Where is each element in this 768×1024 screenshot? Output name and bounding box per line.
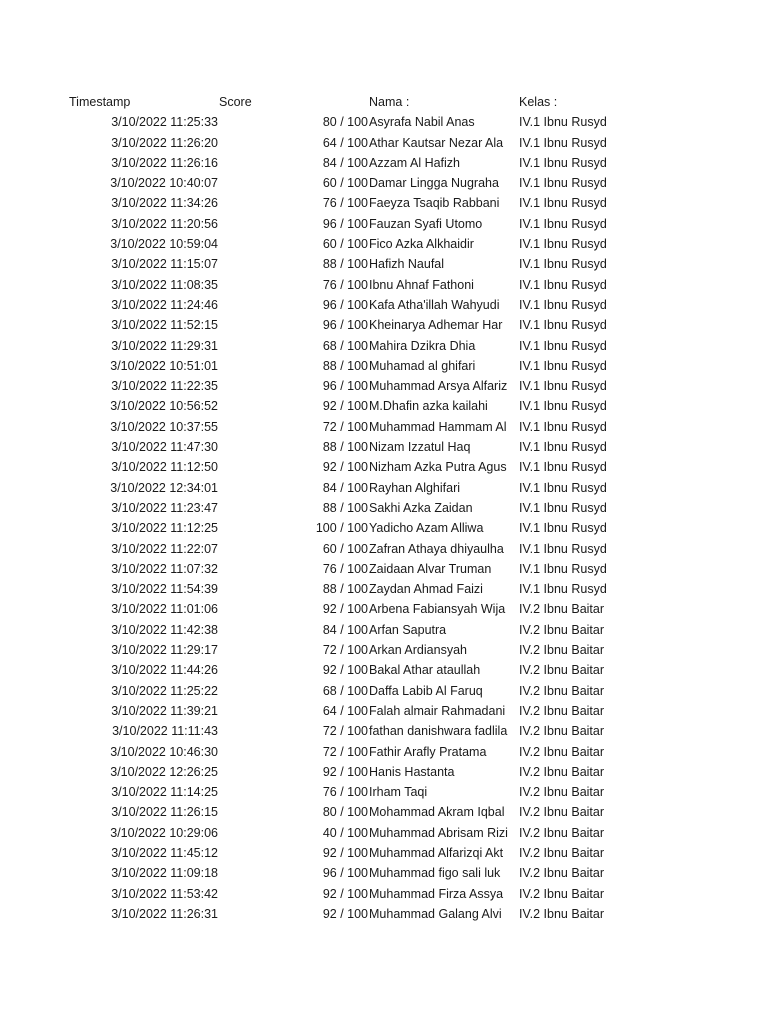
cell-kelas: IV.2 Ibnu Baitar	[519, 622, 605, 637]
cell-nama: Muhammad Abrisam Rizi	[369, 825, 508, 840]
table-row	[0, 396, 768, 416]
cell-kelas: IV.2 Ibnu Baitar	[519, 744, 605, 759]
cell-nama: Bakal Athar ataullah	[369, 663, 481, 678]
table-row	[0, 295, 768, 315]
cell-timestamp: 3/10/2022 12:34:01	[110, 480, 218, 495]
table-row	[0, 640, 768, 660]
cell-timestamp: 3/10/2022 11:09:18	[111, 866, 218, 881]
cell-kelas: IV.2 Ibnu Baitar	[519, 886, 605, 901]
cell-kelas: IV.2 Ibnu Baitar	[519, 866, 605, 881]
table-row	[0, 843, 768, 863]
cell-score: 72 / 100	[322, 724, 368, 739]
table-row	[0, 660, 768, 680]
cell-nama: Zaidaan Alvar Truman	[369, 561, 492, 576]
table-row	[0, 275, 768, 295]
cell-kelas: IV.1 Ibnu Rusyd	[519, 358, 607, 373]
cell-score: 100 / 100	[315, 521, 368, 536]
cell-score: 96 / 100	[322, 297, 368, 312]
cell-kelas: IV.1 Ibnu Rusyd	[519, 399, 607, 414]
cell-timestamp: 3/10/2022 11:07:32	[111, 561, 218, 576]
table-row	[0, 539, 768, 559]
cell-kelas: IV.1 Ibnu Rusyd	[519, 440, 607, 455]
cell-score: 60 / 100	[322, 541, 368, 556]
cell-score: 92 / 100	[322, 460, 368, 475]
cell-kelas: IV.1 Ibnu Rusyd	[519, 460, 607, 475]
cell-nama: Hafizh Naufal	[369, 257, 445, 272]
header-kelas: Kelas :	[519, 95, 558, 109]
cell-nama: M.Dhafin azka kailahi	[369, 399, 488, 414]
cell-nama: Daffa Labib Al Faruq	[369, 683, 483, 698]
cell-kelas: IV.1 Ibnu Rusyd	[519, 318, 607, 333]
cell-timestamp: 3/10/2022 11:12:25	[111, 521, 218, 536]
cell-timestamp: 3/10/2022 11:11:43	[112, 724, 218, 739]
cell-nama: Fico Azka Alkhaidir	[369, 237, 474, 252]
cell-nama: Muhammad figo sali luk	[369, 866, 501, 881]
cell-score: 72 / 100	[322, 419, 368, 434]
cell-kelas: IV.2 Ibnu Baitar	[519, 643, 605, 658]
cell-score: 68 / 100	[322, 683, 368, 698]
cell-kelas: IV.1 Ibnu Rusyd	[519, 115, 607, 130]
cell-kelas: IV.1 Ibnu Rusyd	[519, 196, 607, 211]
cell-score: 64 / 100	[322, 135, 368, 150]
cell-kelas: IV.2 Ibnu Baitar	[519, 602, 605, 617]
cell-score: 40 / 100	[322, 825, 368, 840]
cell-kelas: IV.2 Ibnu Baitar	[519, 724, 605, 739]
cell-timestamp: 3/10/2022 11:53:42	[111, 886, 218, 901]
cell-nama: Azzam Al Hafizh	[369, 155, 461, 170]
cell-nama: Zafran Athaya dhiyaulha	[369, 541, 504, 556]
table-row	[0, 417, 768, 437]
cell-score: 88 / 100	[322, 358, 368, 373]
cell-timestamp: 3/10/2022 12:26:25	[110, 764, 218, 779]
cell-timestamp: 3/10/2022 11:29:31	[111, 338, 218, 353]
cell-nama: Damar Lingga Nugraha	[369, 176, 499, 191]
cell-timestamp: 3/10/2022 11:14:25	[111, 785, 218, 800]
table-row	[0, 193, 768, 213]
cell-timestamp: 3/10/2022 10:29:06	[110, 825, 218, 840]
cell-kelas: IV.2 Ibnu Baitar	[519, 845, 605, 860]
table-row	[0, 214, 768, 234]
cell-timestamp: 3/10/2022 11:39:21	[111, 703, 218, 718]
cell-timestamp: 3/10/2022 10:46:30	[110, 744, 218, 759]
cell-kelas: IV.2 Ibnu Baitar	[519, 906, 605, 921]
spreadsheet	[0, 92, 768, 924]
table-row	[0, 376, 768, 396]
cell-nama: Fauzan Syafi Utomo	[369, 216, 483, 231]
header-row	[0, 92, 768, 112]
cell-timestamp: 3/10/2022 11:26:16	[111, 155, 218, 170]
table-row	[0, 356, 768, 376]
cell-nama: Irham Taqi	[369, 785, 428, 800]
table-row	[0, 681, 768, 701]
cell-nama: Rayhan Alghifari	[369, 480, 461, 495]
cell-nama: Muhammad Hammam Al	[369, 419, 507, 434]
cell-score: 68 / 100	[322, 338, 368, 353]
cell-timestamp: 3/10/2022 11:25:22	[111, 683, 218, 698]
cell-score: 88 / 100	[322, 440, 368, 455]
cell-timestamp: 3/10/2022 11:45:12	[111, 845, 218, 860]
cell-nama: Falah almair Rahmadani	[369, 703, 506, 718]
cell-nama: Nizham Azka Putra Agus	[369, 460, 507, 475]
cell-score: 92 / 100	[322, 764, 368, 779]
cell-kelas: IV.1 Ibnu Rusyd	[519, 379, 607, 394]
cell-nama: Yadicho Azam Alliwa	[369, 521, 484, 536]
cell-timestamp: 3/10/2022 11:44:26	[111, 663, 218, 678]
cell-nama: fathan danishwara fadlila	[369, 724, 508, 739]
header-nama: Nama :	[369, 95, 410, 109]
cell-score: 92 / 100	[322, 602, 368, 617]
cell-nama: Arbena Fabiansyah Wija	[369, 602, 506, 617]
cell-kelas: IV.1 Ibnu Rusyd	[519, 237, 607, 252]
cell-nama: Athar Kautsar Nezar Ala	[369, 135, 504, 150]
cell-nama: Arfan Saputra	[369, 622, 447, 637]
cell-kelas: IV.1 Ibnu Rusyd	[519, 257, 607, 272]
cell-score: 84 / 100	[322, 155, 368, 170]
cell-timestamp: 3/10/2022 11:23:47	[111, 500, 218, 515]
table-row	[0, 518, 768, 538]
cell-kelas: IV.2 Ibnu Baitar	[519, 825, 605, 840]
cell-kelas: IV.1 Ibnu Rusyd	[519, 135, 607, 150]
cell-kelas: IV.2 Ibnu Baitar	[519, 785, 605, 800]
cell-timestamp: 3/10/2022 10:51:01	[110, 358, 218, 373]
cell-score: 88 / 100	[322, 257, 368, 272]
cell-score: 96 / 100	[322, 216, 368, 231]
cell-timestamp: 3/10/2022 11:01:06	[111, 602, 218, 617]
table-row	[0, 599, 768, 619]
cell-kelas: IV.2 Ibnu Baitar	[519, 764, 605, 779]
cell-kelas: IV.1 Ibnu Rusyd	[519, 338, 607, 353]
cell-timestamp: 3/10/2022 11:12:50	[111, 460, 218, 475]
table-row	[0, 701, 768, 721]
cell-score: 92 / 100	[322, 886, 368, 901]
table-body	[0, 112, 768, 924]
cell-timestamp: 3/10/2022 10:40:07	[110, 176, 218, 191]
cell-kelas: IV.1 Ibnu Rusyd	[519, 216, 607, 231]
cell-nama: Mohammad Akram Iqbal	[369, 805, 505, 820]
cell-nama: Hanis Hastanta	[369, 764, 455, 779]
cell-kelas: IV.1 Ibnu Rusyd	[519, 277, 607, 292]
table-row	[0, 721, 768, 741]
cell-score: 80 / 100	[322, 115, 368, 130]
cell-timestamp: 3/10/2022 11:47:30	[111, 440, 218, 455]
cell-score: 96 / 100	[322, 379, 368, 394]
cell-score: 92 / 100	[322, 663, 368, 678]
cell-timestamp: 3/10/2022 11:20:56	[111, 216, 218, 231]
table-row	[0, 823, 768, 843]
cell-score: 92 / 100	[322, 906, 368, 921]
table-row	[0, 478, 768, 498]
cell-nama: Muhamad al ghifari	[369, 358, 476, 373]
cell-score: 92 / 100	[322, 845, 368, 860]
cell-score: 92 / 100	[322, 399, 368, 414]
cell-timestamp: 3/10/2022 11:26:20	[111, 135, 218, 150]
cell-nama: Sakhi Azka Zaidan	[369, 500, 473, 515]
table-row	[0, 315, 768, 335]
cell-nama: Faeyza Tsaqib Rabbani	[369, 196, 500, 211]
table-row	[0, 133, 768, 153]
cell-timestamp: 3/10/2022 11:34:26	[111, 196, 218, 211]
cell-nama: Mahira Dzikra Dhia	[369, 338, 476, 353]
cell-score: 60 / 100	[322, 176, 368, 191]
cell-score: 76 / 100	[322, 561, 368, 576]
cell-timestamp: 3/10/2022 11:22:35	[111, 379, 218, 394]
cell-kelas: IV.1 Ibnu Rusyd	[519, 582, 607, 597]
cell-score: 72 / 100	[322, 744, 368, 759]
table-row	[0, 762, 768, 782]
cell-nama: Asyrafa Nabil Anas	[369, 115, 475, 130]
cell-timestamp: 3/10/2022 11:08:35	[111, 277, 218, 292]
cell-kelas: IV.1 Ibnu Rusyd	[519, 521, 607, 536]
cell-timestamp: 3/10/2022 11:25:33	[111, 115, 218, 130]
cell-timestamp: 3/10/2022 11:22:07	[111, 541, 218, 556]
table-row	[0, 863, 768, 883]
cell-timestamp: 3/10/2022 11:26:15	[111, 805, 218, 820]
cell-timestamp: 3/10/2022 11:52:15	[111, 318, 218, 333]
cell-nama: Kafa Atha'illah Wahyudi	[369, 297, 500, 312]
cell-kelas: IV.1 Ibnu Rusyd	[519, 419, 607, 434]
cell-score: 60 / 100	[322, 237, 368, 252]
cell-nama: Muhammad Firza Assya	[369, 886, 504, 901]
table-row	[0, 437, 768, 457]
cell-nama: Muhammad Alfarizqi Akt	[369, 845, 504, 860]
cell-score: 72 / 100	[322, 643, 368, 658]
table-row	[0, 234, 768, 254]
cell-timestamp: 3/10/2022 11:54:39	[111, 582, 218, 597]
cell-kelas: IV.2 Ibnu Baitar	[519, 683, 605, 698]
cell-timestamp: 3/10/2022 11:42:38	[111, 622, 218, 637]
cell-kelas: IV.2 Ibnu Baitar	[519, 663, 605, 678]
cell-timestamp: 3/10/2022 11:15:07	[111, 257, 218, 272]
table-row	[0, 153, 768, 173]
table-row	[0, 620, 768, 640]
table-row	[0, 112, 768, 132]
cell-nama: Ibnu Ahnaf Fathoni	[369, 277, 474, 292]
cell-score: 76 / 100	[322, 785, 368, 800]
cell-timestamp: 3/10/2022 11:26:31	[111, 906, 218, 921]
cell-nama: Muhammad Arsya Alfariz	[369, 379, 508, 394]
cell-score: 76 / 100	[322, 196, 368, 211]
cell-kelas: IV.1 Ibnu Rusyd	[519, 541, 607, 556]
cell-score: 96 / 100	[322, 318, 368, 333]
table-row	[0, 782, 768, 802]
cell-nama: Zaydan Ahmad Faizi	[369, 582, 483, 597]
cell-score: 88 / 100	[322, 500, 368, 515]
header-score: Score	[219, 95, 252, 109]
cell-kelas: IV.1 Ibnu Rusyd	[519, 297, 607, 312]
cell-nama: Fathir Arafly Pratama	[369, 744, 487, 759]
cell-timestamp: 3/10/2022 10:56:52	[110, 399, 218, 414]
cell-kelas: IV.1 Ibnu Rusyd	[519, 155, 607, 170]
cell-kelas: IV.1 Ibnu Rusyd	[519, 500, 607, 515]
header-timestamp: Timestamp	[69, 95, 131, 109]
table-row	[0, 457, 768, 477]
cell-nama: Muhammad Galang Alvi	[369, 906, 502, 921]
table-row	[0, 802, 768, 822]
cell-kelas: IV.1 Ibnu Rusyd	[519, 561, 607, 576]
cell-score: 96 / 100	[322, 866, 368, 881]
table-row	[0, 254, 768, 274]
cell-timestamp: 3/10/2022 11:24:46	[111, 297, 218, 312]
table-row	[0, 173, 768, 193]
table-row	[0, 904, 768, 924]
table-row	[0, 742, 768, 762]
table-row	[0, 498, 768, 518]
cell-kelas: IV.1 Ibnu Rusyd	[519, 480, 607, 495]
cell-score: 80 / 100	[322, 805, 368, 820]
cell-kelas: IV.2 Ibnu Baitar	[519, 703, 605, 718]
table-row	[0, 579, 768, 599]
cell-timestamp: 3/10/2022 10:59:04	[110, 237, 218, 252]
cell-score: 84 / 100	[322, 480, 368, 495]
cell-timestamp: 3/10/2022 11:29:17	[111, 643, 218, 658]
cell-score: 84 / 100	[322, 622, 368, 637]
cell-kelas: IV.1 Ibnu Rusyd	[519, 176, 607, 191]
cell-score: 76 / 100	[322, 277, 368, 292]
cell-nama: Nizam Izzatul Haq	[369, 440, 471, 455]
cell-score: 64 / 100	[322, 703, 368, 718]
table-row	[0, 884, 768, 904]
table-row	[0, 559, 768, 579]
cell-score: 88 / 100	[322, 582, 368, 597]
cell-nama: Kheinarya Adhemar Har	[369, 318, 503, 333]
cell-nama: Arkan Ardiansyah	[369, 643, 467, 658]
cell-kelas: IV.2 Ibnu Baitar	[519, 805, 605, 820]
table-row	[0, 336, 768, 356]
cell-timestamp: 3/10/2022 10:37:55	[110, 419, 218, 434]
